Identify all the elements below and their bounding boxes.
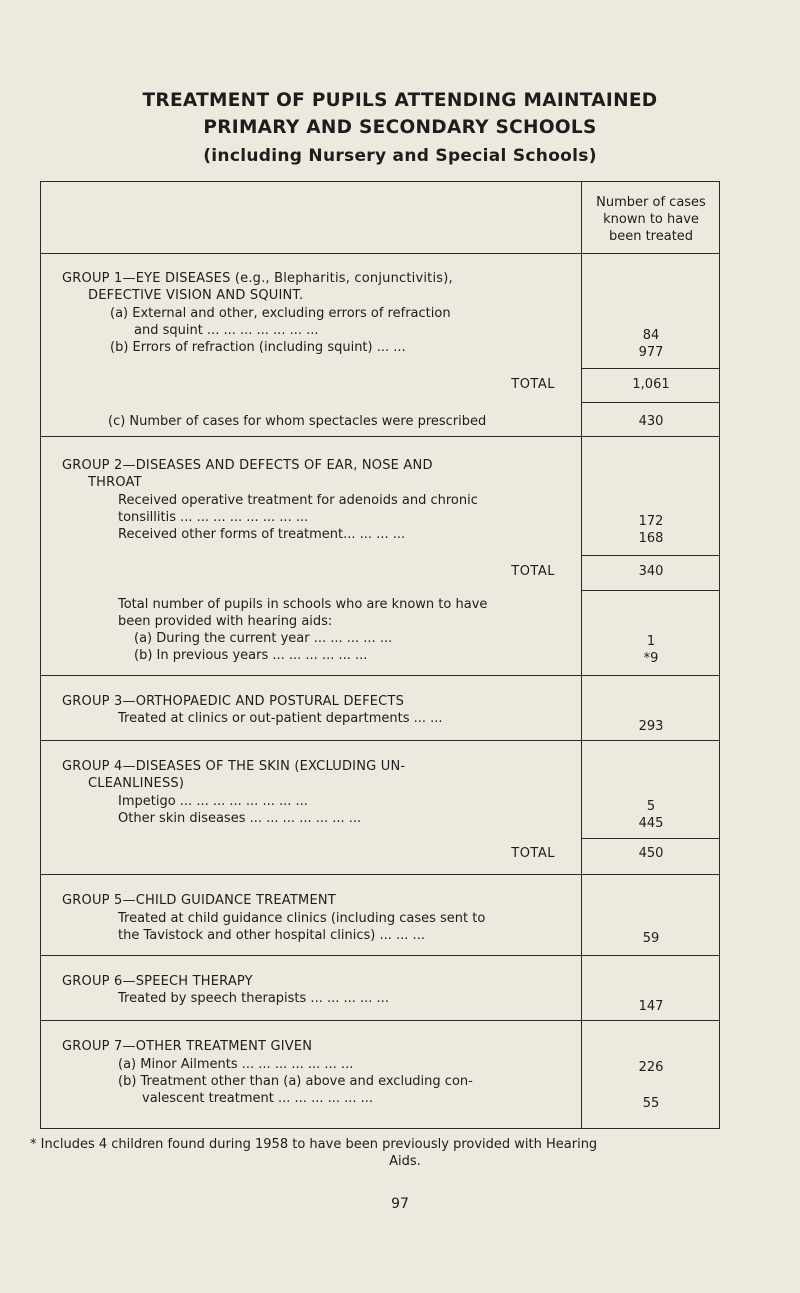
group4-impetigo-value: 5 [646, 799, 656, 814]
group2-aids-current-label: (a) During the current year ... ... ... ... ... [134, 631, 393, 646]
column-header-line-2: known to have [603, 212, 699, 227]
group1-c-value: 430 [638, 414, 664, 429]
header-bottom-rule [40, 253, 720, 254]
group4-other-label: Other skin diseases ... ... ... ... ... ... ... [118, 811, 362, 826]
page-number: 97 [391, 1196, 409, 1212]
page-title-line-2: PRIMARY AND SECONDARY SCHOOLS [203, 117, 597, 138]
group7-b-label: (b) Treatment other than (a) above and excluding con- [118, 1074, 473, 1089]
group2-total-value: 340 [638, 564, 664, 579]
group1-total-rule [582, 368, 720, 369]
group5-value: 59 [642, 931, 660, 946]
footnote [30, 1136, 780, 1170]
group4-impetigo-label: Impetigo ... ... ... ... ... ... ... ... [118, 794, 308, 809]
group1-b-value: 977 [638, 345, 664, 360]
table-left-rule [40, 181, 41, 1129]
group1-c-label: (c) Number of cases for whom spectacles were prescribed [108, 414, 487, 429]
group4-total-value: 450 [638, 846, 664, 861]
group2-total-rule [582, 555, 720, 556]
column-header [582, 194, 720, 245]
group1-a-value: 84 [642, 328, 660, 343]
group7-a-value: 226 [638, 1060, 664, 1075]
group2-operative-value: 172 [638, 514, 664, 529]
group6-label: Treated by speech therapists ... ... ... ... ... [118, 991, 389, 1006]
group5-title: GROUP 5—CHILD GUIDANCE TREATMENT [62, 893, 336, 908]
footnote-line-2: Aids. [389, 1154, 421, 1169]
page-title-line-1: TREATMENT OF PUPILS ATTENDING MAINTAINED [142, 90, 658, 111]
group4-title-cont: CLEANLINESS) [88, 776, 185, 791]
group2-other-value: 168 [638, 531, 664, 546]
group4-bottom-rule [40, 874, 720, 875]
group3-bottom-rule [40, 740, 720, 741]
group7-title: GROUP 7—OTHER TREATMENT GIVEN [62, 1039, 313, 1054]
group6-bottom-rule [40, 1020, 720, 1021]
group2-aids-label: Total number of pupils in schools who are known to have [118, 597, 488, 612]
group3-title: GROUP 3—ORTHOPAEDIC AND POSTURAL DEFECTS [62, 694, 405, 709]
group1-a-label-cont: and squint ... ... ... ... ... ... ... [134, 323, 319, 338]
group1-title: GROUP 1—EYE DISEASES (e.g., Blepharitis, conjunctivitis), [62, 271, 453, 286]
group1-total-bottom-rule [582, 402, 720, 403]
group2-other-label: Received other forms of treatment... ... ... ... [118, 527, 406, 542]
group2-aids-previous-value: *9 [643, 651, 659, 666]
group2-total-bottom-rule [582, 590, 720, 591]
group2-aids-label-cont: been provided with hearing aids: [118, 614, 333, 629]
group4-total-label: TOTAL [511, 846, 555, 861]
group6-title: GROUP 6—SPEECH THERAPY [62, 974, 253, 989]
group6-value: 147 [638, 999, 664, 1014]
group5-label-cont: the Tavistock and other hospital clinics) ... ... ... [118, 928, 425, 943]
group1-a-label: (a) External and other, excluding errors of refraction [110, 306, 451, 321]
group2-aids-current-value: 1 [646, 634, 656, 649]
group1-b-label: (b) Errors of refraction (including squint) ... ... [110, 340, 406, 355]
page-subtitle: (including Nursery and Special Schools) [203, 146, 597, 166]
table-bottom-rule [40, 1128, 720, 1129]
table-top-rule [40, 181, 720, 182]
column-header-line-3: been treated [608, 229, 694, 244]
group2-total-label: TOTAL [511, 564, 555, 579]
group5-bottom-rule [40, 955, 720, 956]
group2-bottom-rule [40, 675, 720, 676]
group7-b-value: 55 [642, 1096, 660, 1111]
group7-a-label: (a) Minor Ailments ... ... ... ... ... ... ... [118, 1057, 354, 1072]
group7-b-label-cont: valescent treatment ... ... ... ... ... ... [142, 1091, 374, 1106]
group4-other-value: 445 [638, 816, 664, 831]
group2-aids-previous-label: (b) In previous years ... ... ... ... ... ... [134, 648, 368, 663]
group3-label: Treated at clinics or out-patient departments ... ... [118, 711, 443, 726]
group5-label: Treated at child guidance clinics (including cases sent to [118, 911, 486, 926]
group2-title-cont: THROAT [88, 475, 142, 490]
group1-total-label: TOTAL [511, 377, 555, 392]
group3-value: 293 [638, 719, 664, 734]
column-header-line-1: Number of cases [596, 195, 706, 210]
group1-bottom-rule [40, 436, 720, 437]
group4-total-rule [582, 838, 720, 839]
group4-title: GROUP 4—DISEASES OF THE SKIN (EXCLUDING UN- [62, 759, 406, 774]
group2-operative-label-cont: tonsillitis ... ... ... ... ... ... ... ... [118, 510, 309, 525]
footnote-line-1: * Includes 4 children found during 1958 to have been previously provided with Hearing [30, 1137, 598, 1152]
group1-total-value: 1,061 [632, 377, 670, 392]
group2-title: GROUP 2—DISEASES AND DEFECTS OF EAR, NOSE AND [62, 458, 433, 473]
group1-title-cont: DEFECTIVE VISION AND SQUINT. [88, 288, 304, 303]
group2-operative-label: Received operative treatment for adenoids and chronic [118, 493, 478, 508]
